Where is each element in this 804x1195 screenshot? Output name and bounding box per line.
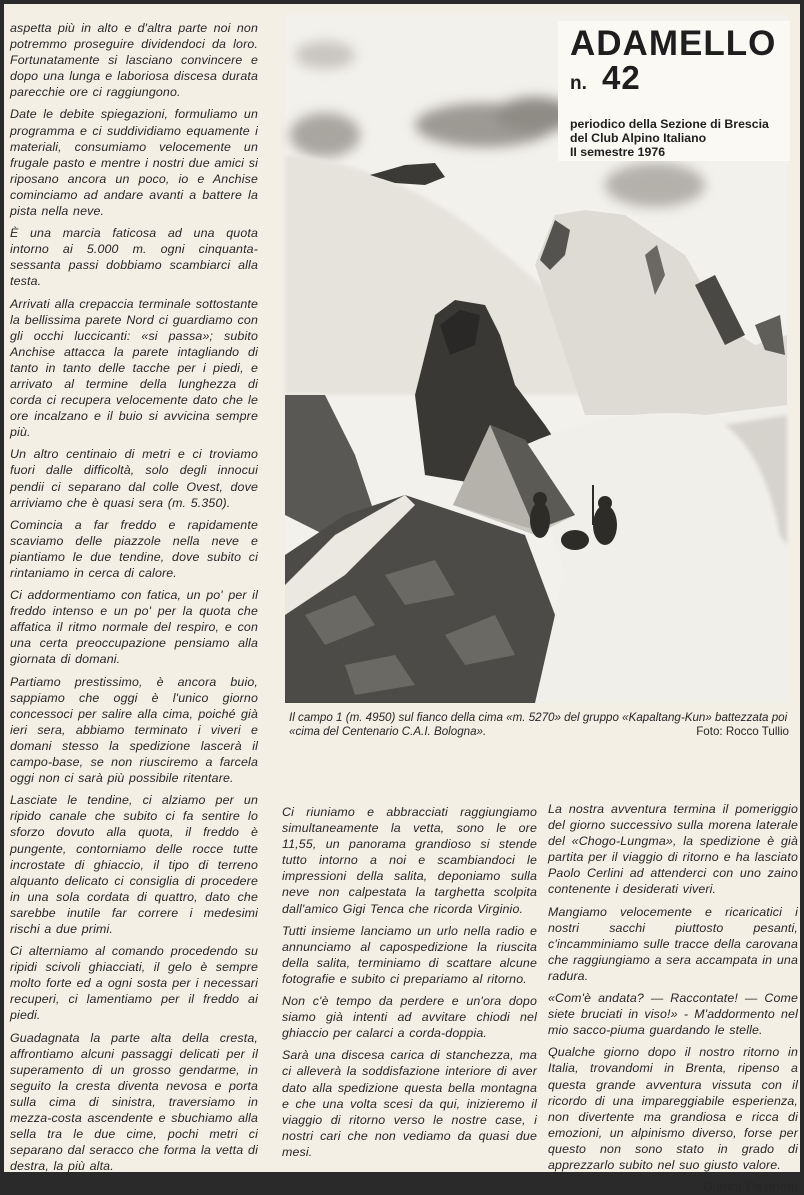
- paragraph: Ci addormentiamo con fatica, un po' per il freddo intenso e un po' per la quota che affatica il ritmo normale del respiro, e con una certa preoccupazione pensiamo alla giornata di domani.: [10, 588, 258, 667]
- article-column-right: [548, 801, 798, 1195]
- author-signature: Gianni Pasinetti: [703, 1180, 798, 1195]
- article-column-left: [10, 20, 258, 1180]
- paragraph: La nostra avventura termina il pomeriggio del giorno successivo sulla morena laterale del «Chogo-Lungma», la spedizione è già partita per il viaggio di ritorno e ha lasciato Paolo Cerlini ad attenderci con uno zaino contenente i desiderati viveri.: [548, 802, 798, 897]
- paragraph: aspetta più in alto e d'altra parte noi non potremmo proseguire dividendoci da loro. Fortunatamente si lasciano convincere e dopo una lunga e laboriosa discesa durata parecchie ore ci raggiungono.: [10, 21, 258, 100]
- paragraph: È una marcia faticosa ad una quota intorno ai 5.000 m. ogni cinquanta-sessanta passi dobbiamo scambiarci alla testa.: [10, 226, 258, 289]
- subtitle-line-1: periodico della Sezione di Brescia: [570, 117, 769, 131]
- paragraph: Ci alterniamo al comando procedendo su ripidi scivoli ghiacciati, il gelo è sempre molto forte ed a ogni sosta per i necessari recuperi, ci lamentiamo per il freddo ai piedi.: [10, 944, 258, 1023]
- masthead-subtitle: [570, 117, 769, 145]
- paragraph: Comincia a far freddo e rapidamente scaviamo delle piazzole nella neve e piantiamo le due tendine, dove subito ci rintaniamo in cerca di calore.: [10, 517, 258, 580]
- magazine-title: ADAMELLO: [570, 24, 777, 63]
- caption-text: Il campo 1 (m. 4950) sul fianco della cima «m. 5270» del gruppo «Kapaltang-Kun» battezzata poi «cima del Centenario C.A.I. Bologna».: [289, 711, 788, 738]
- issue-number: 42: [602, 59, 641, 96]
- article-column-middle: [282, 804, 537, 1166]
- paragraph: Sarà una discesa carica di stanchezza, ma ci alleverà la soddisfazione interiore di aver dato alla spedizione questa bella montagna e che una volta scesi da qui, inizieremo il viaggio di ritorno verso le nostre case, i nostri cari che non vediamo da quasi due mesi.: [282, 1048, 537, 1159]
- paragraph: Ci riuniamo e abbracciati raggiungiamo simultaneamente la vetta, sono le ore 11,55, un panorama grandioso si stende tutto intorno a noi e scambiandoci le impressioni della salita, deponiamo sulla neve non calpestata la targhetta scolpita dall'amico Gigi Tenca che ricorda Virginio.: [282, 805, 537, 916]
- paragraph: Lasciate le tendine, ci alziamo per un ripido canale che subito ci fa sentire lo sforzo dovuto alla quota, il freddo è pungente, contorniamo delle rocce tutte incrostate di ghiaccio, il tipo di terreno alquanto delicato ci consiglia di procedere in una sola cordata di quattro, dato che sarebbe inutile far correre i medesimi rischi a due primi.: [10, 793, 258, 936]
- paragraph: Tutti insieme lanciamo un urlo nella radio e annunciamo al capospedizione la riuscita della salita, terminiamo di scattare alcune fotografie e subito ci prepariamo al ritorno.: [282, 923, 537, 986]
- paragraph: Qualche giorno dopo il nostro ritorno in Italia, trovandomi in Brenta, ripenso a questa grande avventura vissuta con il ricordo di una impareggiabile esperienza, non divertente ma grandiosa e ricca di emozioni, un alpinismo diverso, forse per questo non sono stato in grado di apprezzarlo subito nel suo giusto valore.: [548, 1045, 798, 1172]
- photo-caption: [289, 711, 789, 738]
- photo-credit: Foto: Rocco Tullio: [696, 724, 789, 738]
- magazine-page: [4, 4, 800, 1195]
- paragraph: Guadagnata la parte alta della cresta, affrontiamo alcuni passaggi delicati per il superamento di un grosso gendarme, in seguito la cresta diventa nevosa e porta sulla cima di sinistra, traversiamo in mezza-costa ascendente e sbuchiamo alla sella tra le due cime, pochi metri ci separano dal seracco che forma la vetta di destra, la più alta.: [10, 1030, 258, 1174]
- paragraph: Mangiamo velocemente e ricaricatici i nostri sacchi piuttosto pesanti, c'incamminiamo sulle tracce della carovana che raggiungiamo a sera accampata in una radura.: [548, 904, 798, 983]
- subtitle-line-2: del Club Alpino Italiano: [570, 131, 707, 145]
- paragraph: «Com'è andata? — Raccontate! — Come siete bruciati in viso!» - M'addormento nel mio sacco-piuma guardando le stelle.: [548, 991, 798, 1038]
- paragraph: Non c'è tempo da perdere e un'ora dopo siamo già intenti ad avvitare chiodi nel ghiaccio per calarci a corda-doppia.: [282, 994, 537, 1041]
- paragraph: Un altro centinaio di metri e ci troviamo fuori dalle difficoltà, solo degli innocui pendii ci separano dal colle Ovest, dove arriviamo che è quasi sera (m. 5.350).: [10, 447, 258, 510]
- semester: II semestre 1976: [570, 145, 666, 159]
- masthead: [558, 21, 790, 161]
- paragraph: Arrivati alla crepaccia terminale sottostante la bellissima parete Nord ci guardiamo con gli occhi luccicanti: «si passa»; subito Anchise attacca la parete intagliando di tanto in tanto delle tacche per i piedi, e arrivato al termine della lunghezza di corda ci recupera velocemente dato che le ore incalzano e il buio si avvicina sempre più.: [10, 296, 258, 440]
- paragraph: Date le debite spiegazioni, formuliamo un programma e ci suddividiamo equamente i materiali, consumiamo velocemente un frugale pasto e mentre i nostri due amici si riposano ancora un poco, io e Anchise cominciamo ad andare avanti a battere la pista nella neve.: [10, 107, 258, 219]
- issue-prefix: n.: [570, 73, 587, 94]
- paragraph: Partiamo prestissimo, è ancora buio, sappiamo che oggi è l'unico giorno concessoci per salire alla cima, poiché già ieri sera, abbiamo terminato i viveri e domani stesso la spedizione lascerà il campo-base, se non riusciremo a farcela oggi non ci sarà più possibile ritentare.: [10, 674, 258, 786]
